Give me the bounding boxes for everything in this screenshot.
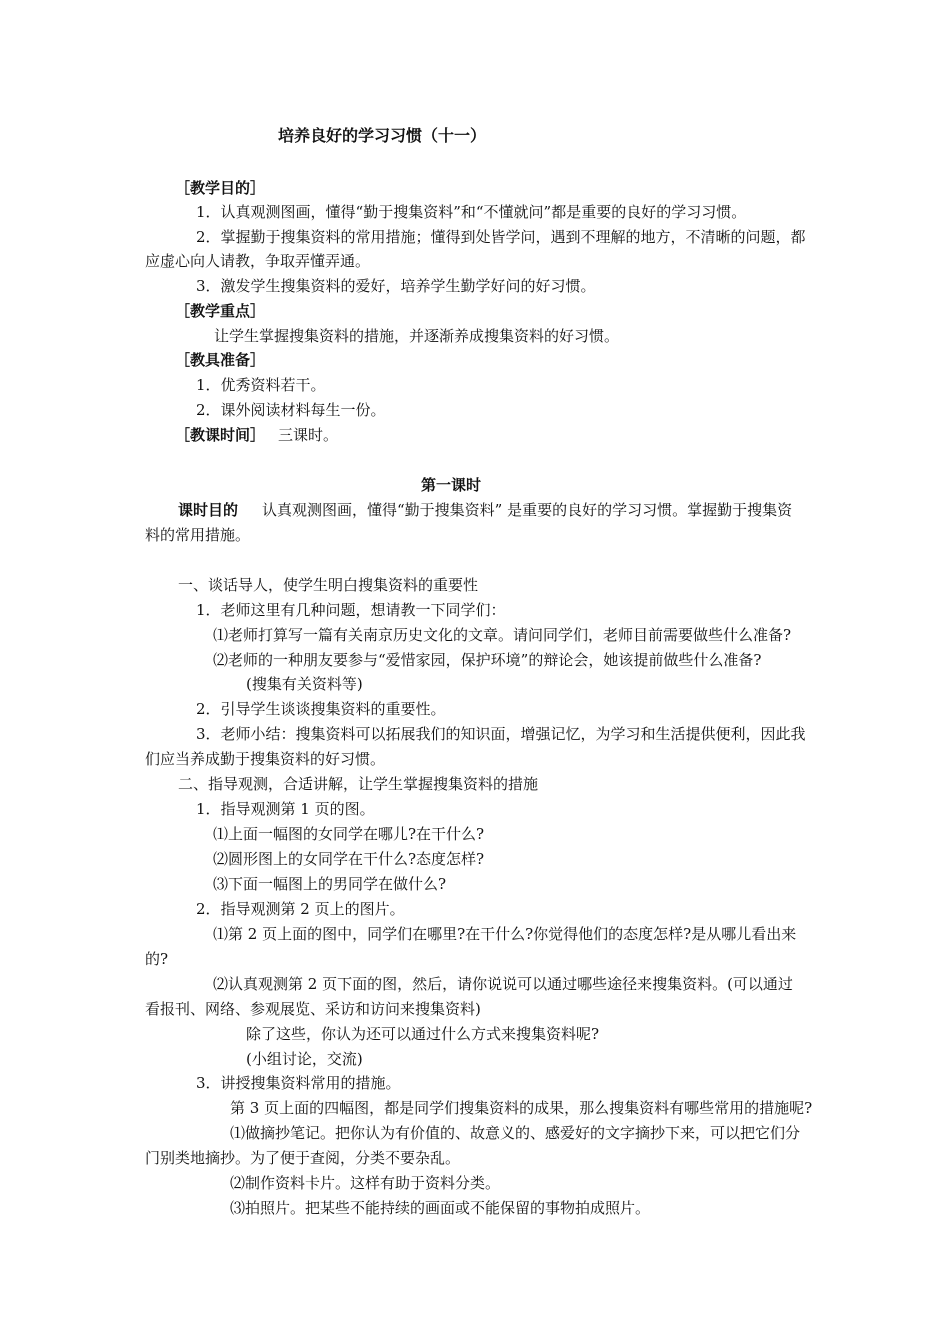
section2-item-1-q3: ⑶下面一幅图上的男同学在做什么?	[213, 875, 447, 893]
section2-item-2-q1: ⑴第 2 页上面的图中，同学们在哪里?在干什么?你觉得他们的态度怎样?是从哪儿看出来	[213, 925, 797, 943]
material-item-1: 1．优秀资料若干。	[196, 376, 326, 394]
section2-item-2-q3: 除了这些，你认为还可以通过什么方式来搜集资料呢?	[246, 1025, 600, 1043]
section2-item-2: 2．指导观测第 2 页上的图片。	[196, 900, 405, 918]
objective-item-3: 3．激发学生搜集资料的爱好，培养学生勤学好问的好习惯。	[196, 277, 596, 295]
section2-item-1-q1: ⑴上面一幅图的女同学在哪儿?在干什么?	[213, 825, 485, 843]
section1-item-2: 2．引导学生谈谈搜集资料的重要性。	[196, 700, 446, 718]
section2-item-1-q2: ⑵圆形图上的女同学在干什么?态度怎样?	[213, 850, 485, 868]
section1-heading: 一、谈话导人，使学生明白搜集资料的重要性	[178, 576, 479, 594]
objectives-heading: ［教学目的］	[175, 179, 266, 197]
section2-item-2-q1-cont: 的?	[145, 950, 169, 968]
document-title: 培养良好的学习习惯（十一）	[278, 126, 487, 145]
section2-item-3-intro: 第 3 页上面的四幅图，都是同学们搜集资料的成果，那么搜集资料有哪些常用的措施呢?	[230, 1099, 813, 1117]
objective-item-1: 1．认真观测图画，懂得“勤于搜集资料”和“不懂就问”都是重要的良好的学习习惯。	[196, 203, 747, 221]
section1-item-3: 3．老师小结：搜集资料可以拓展我们的知识面，增强记忆，为学习和生活提供便利，因此我	[196, 725, 806, 743]
section1-question-2: ⑵老师的一种朋友要参与“爱惜家园，保护环境”的辩论会，她该提前做些什么准备?	[213, 651, 762, 669]
method-2: ⑵制作资料卡片。这样有助于资料分类。	[230, 1174, 501, 1192]
section2-item-2-q2-cont: 看报刊、网络、参观展览、采访和访问来搜集资料)	[145, 1000, 481, 1018]
section2-item-2-q3-answer: (小组讨论，交流)	[246, 1050, 363, 1068]
lesson1-goal-line1: 认真观测图画，懂得“勤于搜集资料” 是重要的良好的学习习惯。掌握勤于搜集资	[262, 501, 793, 519]
method-1: ⑴做摘抄笔记。把你认为有价值的、故意义的、感爱好的文字摘抄下来，可以把它们分	[230, 1124, 801, 1142]
objective-item-2: 2．掌握勤于搜集资料的常用措施；懂得到处皆学问，遇到不理解的地方，不清晰的问题，都	[196, 228, 806, 246]
duration-value: 三课时。	[278, 426, 339, 444]
section1-item-3-cont: 们应当养成勤于搜集资料的好习惯。	[145, 750, 386, 768]
lesson1-heading: 第一课时	[421, 476, 482, 494]
section2-item-2-q2: ⑵认真观测第 2 页下面的图，然后，请你说说可以通过哪些途径来搜集资料。(可以通过	[213, 975, 793, 993]
lesson1-goal-line2: 料的常用措施。	[145, 526, 251, 544]
section1-question-2-answer: (搜集有关资料等)	[246, 675, 363, 693]
section2-heading: 二、指导观测，合适讲解，让学生掌握搜集资料的措施	[178, 775, 539, 793]
section1-item-1: 1．老师这里有几种问题，想请教一下同学们：	[196, 601, 506, 619]
duration-heading: ［教课时间］	[175, 426, 266, 444]
section1-question-1: ⑴老师打算写一篇有关南京历史文化的文章。请问同学们，老师目前需要做些什么准备?	[213, 626, 792, 644]
method-3: ⑶拍照片。把某些不能持续的画面或不能保留的事物拍成照片。	[230, 1199, 651, 1217]
method-1-cont: 门别类地摘抄。为了便于查阅，分类不要杂乱。	[145, 1149, 461, 1167]
objective-item-2-cont: 应虚心向人请教，争取弄懂弄通。	[145, 252, 371, 270]
key-points-heading: ［教学重点］	[175, 302, 266, 320]
materials-heading: ［教具准备］	[175, 351, 266, 369]
section2-item-3: 3．讲授搜集资料常用的措施。	[196, 1074, 401, 1092]
key-points-text: 让学生掌握搜集资料的措施，并逐渐养成搜集资料的好习惯。	[214, 327, 620, 345]
lesson1-goal-label: 课时目的	[178, 501, 239, 519]
section2-item-1: 1．指导观测第 1 页的图。	[196, 800, 375, 818]
material-item-2: 2．课外阅读材料每生一份。	[196, 401, 386, 419]
